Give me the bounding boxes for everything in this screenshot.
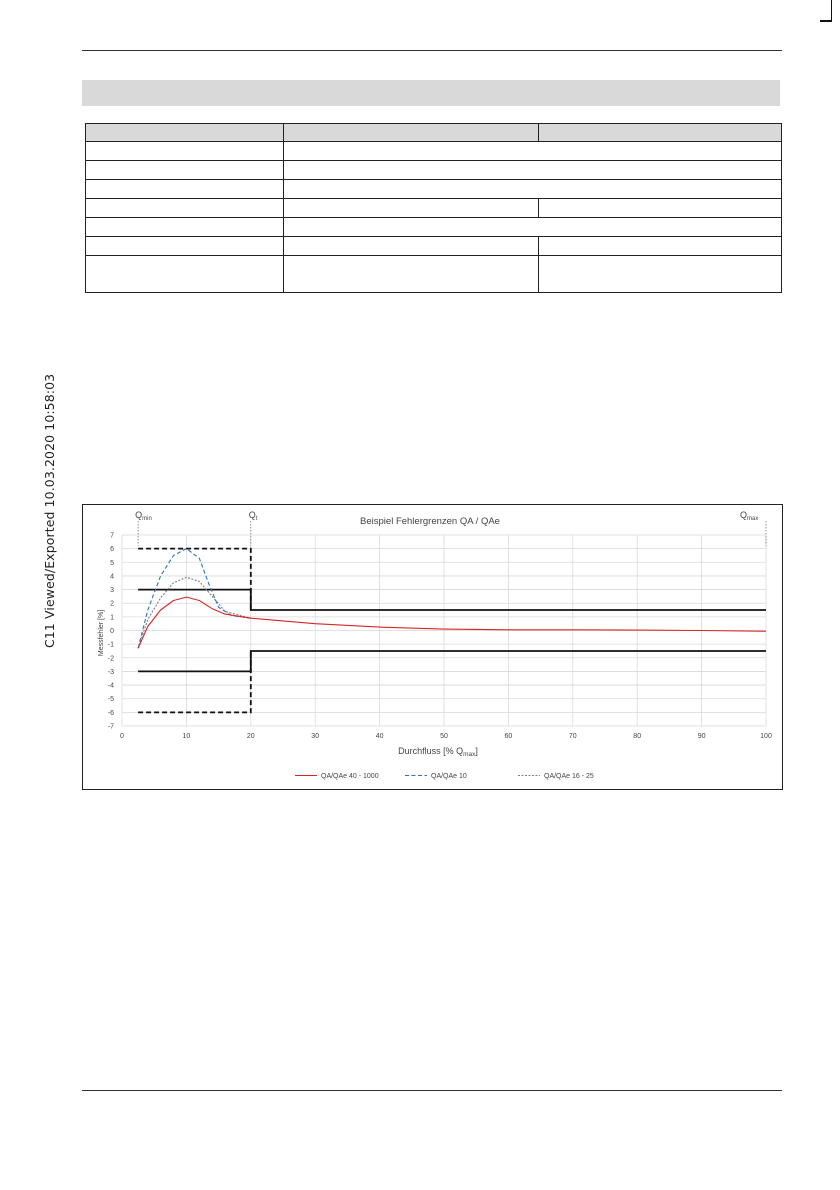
limit-line-upper <box>138 590 766 610</box>
y-tick-label: 2 <box>110 600 114 608</box>
table-cell <box>284 199 539 218</box>
table-cell <box>86 218 284 237</box>
series-line <box>138 577 251 648</box>
export-stamp: C11 Viewed/Exported 10.03.2020 10:58:03 <box>42 373 57 648</box>
limit-line-lower <box>138 651 766 671</box>
y-axis-ticks <box>108 533 114 731</box>
chart-title: Beispiel Fehlergrenzen QA / QAe <box>360 516 500 527</box>
y-tick-label: -5 <box>107 696 114 704</box>
legend-label: QA/QAe 10 <box>431 773 467 780</box>
header-rule <box>82 50 782 51</box>
y-tick-label: 1 <box>110 614 114 622</box>
x-tick-label: 0 <box>120 733 124 740</box>
y-tick-label: -7 <box>107 723 114 731</box>
table-row <box>86 237 782 256</box>
table-cell <box>284 142 782 161</box>
section-heading-bar <box>82 80 780 106</box>
table-cell <box>284 180 782 199</box>
table-cell <box>284 124 539 142</box>
table-cell <box>86 199 284 218</box>
table-row <box>86 142 782 161</box>
x-axis-label <box>398 746 478 758</box>
table-header-row <box>86 124 782 142</box>
y-tick-label: 0 <box>110 628 114 635</box>
x-tick-label: 90 <box>697 733 706 740</box>
q-marker-subscript: min <box>142 516 152 522</box>
y-tick-label: 6 <box>110 546 114 554</box>
x-axis-label-main: Durchfluss [% Q <box>398 746 464 756</box>
x-axis-label-sub: max <box>463 751 476 758</box>
limit-line-lower <box>138 651 251 712</box>
y-tick-label: -1 <box>107 641 114 649</box>
x-tick-label: 100 <box>760 733 772 740</box>
table-row <box>86 256 782 293</box>
table-cell <box>86 124 284 142</box>
y-tick-label: 3 <box>110 587 114 595</box>
x-tick-label: 40 <box>375 733 384 740</box>
table-row <box>86 218 782 237</box>
chart-canvas <box>83 505 784 791</box>
table-cell <box>86 256 284 293</box>
series-lines <box>138 549 766 649</box>
y-tick-label: -2 <box>107 655 114 663</box>
y-tick-label: 4 <box>110 573 114 581</box>
table-cell <box>539 256 782 293</box>
footer-rule <box>82 1090 782 1091</box>
x-tick-label: 30 <box>311 733 320 740</box>
series-line <box>138 597 766 648</box>
table-cell <box>86 161 284 180</box>
table-cell <box>539 237 782 256</box>
legend-label: QA/QAe 40 - 1000 <box>321 773 379 780</box>
error-limit-chart <box>82 504 783 790</box>
table-cell <box>539 199 782 218</box>
table-row <box>86 199 782 218</box>
series-line <box>138 549 251 649</box>
x-tick-label: 20 <box>246 733 255 740</box>
specification-table <box>85 123 782 293</box>
legend-label: QA/QAe 16 - 25 <box>544 773 594 780</box>
table-row <box>86 180 782 199</box>
y-tick-label: -4 <box>107 682 114 690</box>
table-cell <box>539 124 782 142</box>
table-cell <box>284 218 782 237</box>
x-tick-label: 60 <box>504 733 513 740</box>
y-tick-label: -3 <box>107 668 114 676</box>
y-tick-label: 5 <box>110 559 114 567</box>
table-cell <box>86 180 284 199</box>
x-axis-ticks <box>120 733 772 740</box>
x-axis-label-end: ] <box>475 746 478 756</box>
q-marker-subscript: t <box>255 516 258 522</box>
table-row <box>86 161 782 180</box>
q-marker-label: $Q_t$ <box>248 510 258 522</box>
y-tick-label: 7 <box>110 532 114 540</box>
x-tick-label: 80 <box>633 733 642 740</box>
q-marker-label: $Q_{max}$ <box>740 510 759 522</box>
table-cell <box>284 161 782 180</box>
x-tick-label: 70 <box>568 733 577 740</box>
limit-line-upper <box>138 549 251 610</box>
table-cell <box>86 237 284 256</box>
table-cell <box>284 256 539 293</box>
table-cell <box>86 142 284 161</box>
q-marker-subscript: max <box>747 516 759 522</box>
y-axis-label: Messfehler [%] <box>98 609 105 657</box>
x-tick-label: 10 <box>182 733 191 740</box>
y-tick-label: -6 <box>107 709 114 717</box>
q-marker-label: $Q_{min}$ <box>135 510 152 522</box>
x-tick-label: 50 <box>440 733 448 740</box>
chart-legend <box>295 773 594 780</box>
table-cell <box>284 237 539 256</box>
